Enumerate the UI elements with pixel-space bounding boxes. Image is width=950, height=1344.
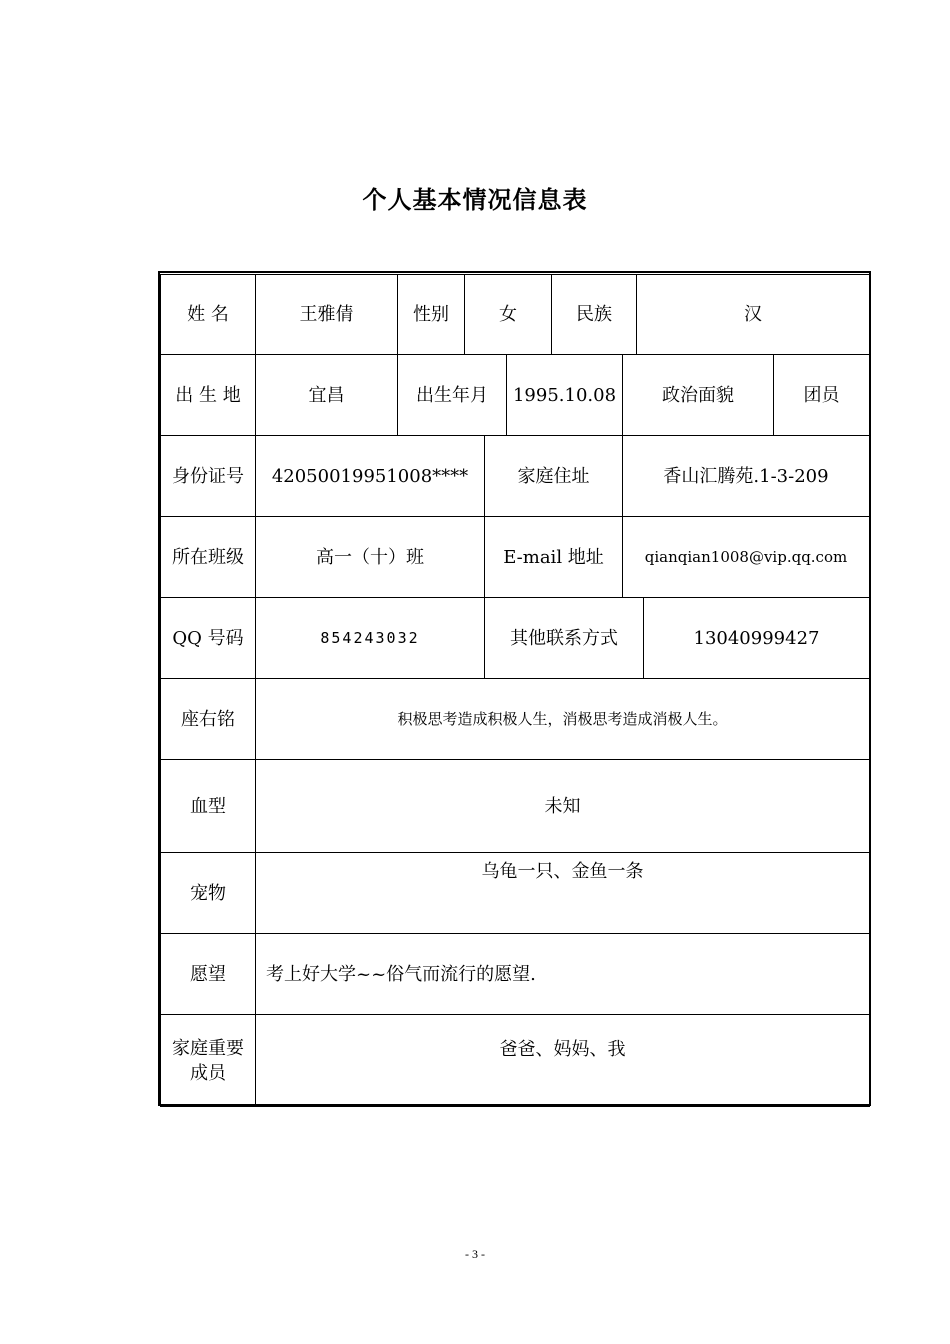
pet-label: 宠物 [160, 852, 256, 934]
political-value: 团员 [773, 354, 870, 436]
political-label: 政治面貌 [622, 354, 774, 436]
birthdate-label: 出生年月 [397, 354, 507, 436]
address-value: 香山汇腾苑.1-3-209 [622, 435, 870, 517]
address-label: 家庭住址 [484, 435, 623, 517]
name-value: 王雅倩 [255, 274, 398, 355]
family-value: 爸爸、妈妈、我 [255, 1014, 870, 1107]
page-number: - 3 - [465, 1247, 485, 1261]
email-value: qianqian1008@vip.qq.com [622, 516, 870, 598]
gender-value: 女 [464, 274, 552, 355]
blood-value: 未知 [255, 759, 870, 853]
page-title: 个人基本情况信息表 [362, 186, 588, 214]
wish-label: 愿望 [160, 933, 256, 1015]
birthdate-value: 1995.10.08 [506, 354, 623, 436]
id-value: 42050019951008**** [255, 435, 485, 517]
qq-label: QQ 号码 [160, 597, 256, 679]
id-label: 身份证号 [160, 435, 256, 517]
email-label: E-mail 地址 [484, 516, 623, 598]
birthplace-label: 出 生 地 [160, 354, 256, 436]
qq-value: 854243032 [255, 597, 485, 679]
wish-value: 考上好大学~~俗气而流行的愿望. [255, 933, 870, 1015]
motto-label: 座右铭 [160, 678, 256, 760]
pet-value: 乌龟一只、金鱼一条 [255, 852, 870, 934]
motto-value: 积极思考造成积极人生，消极思考造成消极人生。 [255, 678, 870, 760]
family-label: 家庭重要成员 [160, 1014, 256, 1107]
ethnicity-label: 民族 [551, 274, 637, 355]
class-value: 高一（十）班 [255, 516, 485, 598]
gender-label: 性别 [397, 274, 465, 355]
class-label: 所在班级 [160, 516, 256, 598]
birthplace-value: 宜昌 [255, 354, 398, 436]
blood-label: 血型 [160, 759, 256, 853]
name-label: 姓 名 [160, 274, 256, 355]
ethnicity-value: 汉 [636, 274, 870, 355]
other-contact-value: 13040999427 [643, 597, 870, 679]
other-contact-label: 其他联系方式 [484, 597, 644, 679]
